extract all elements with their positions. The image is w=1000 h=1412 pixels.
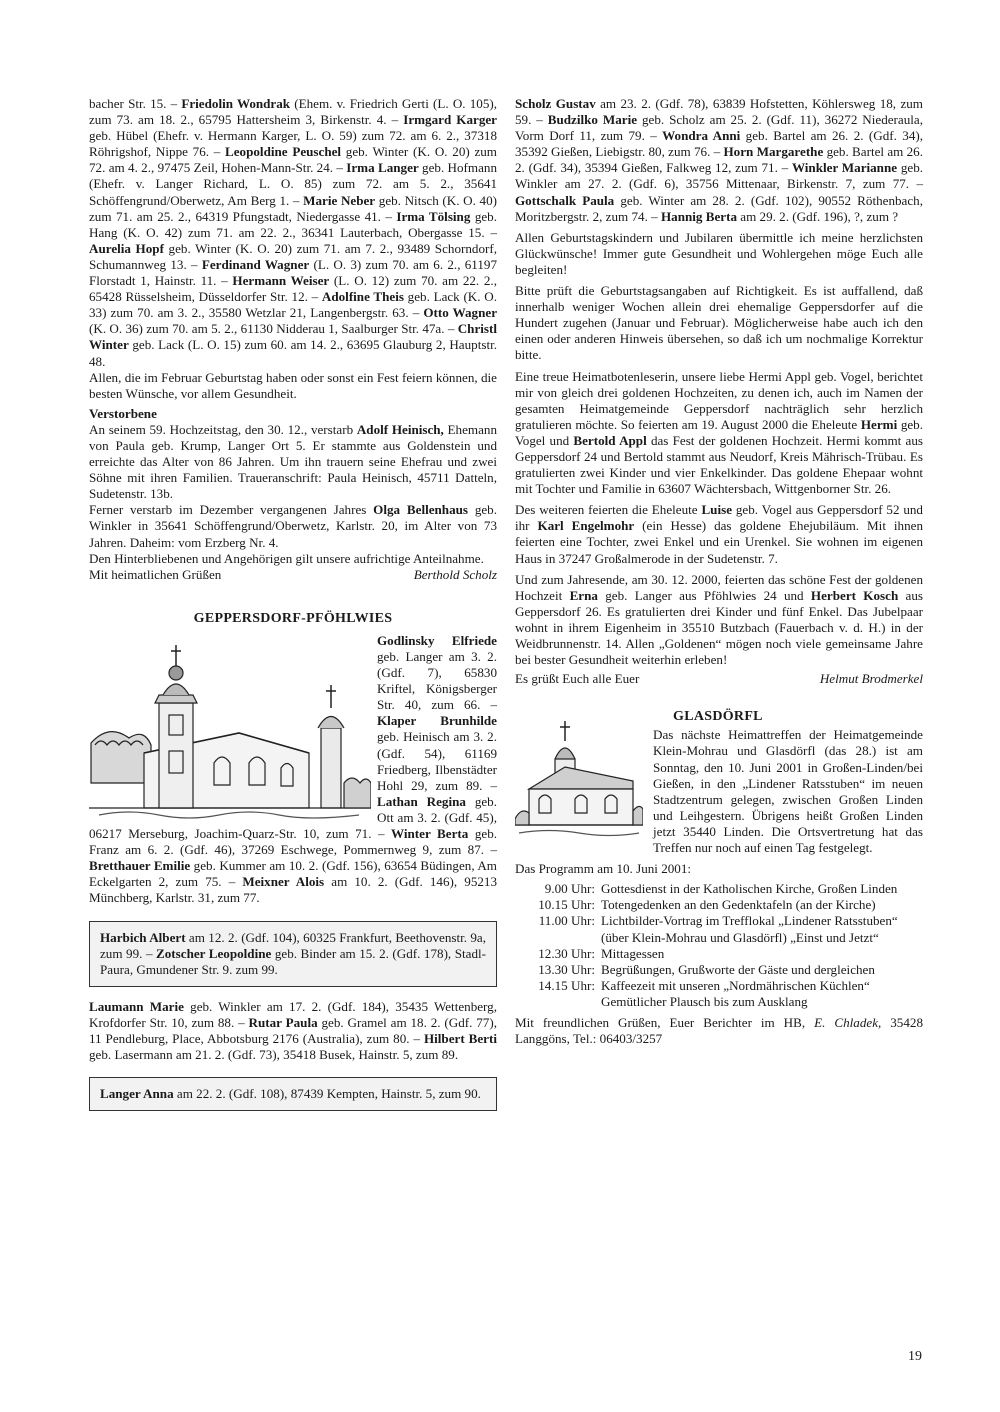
name-bold: Leopoldine Peuschel <box>225 144 342 160</box>
geppersdorf-birthdays-2 <box>89 999 497 1063</box>
text-run: geb. Scholz am 25. 2. (Gdf. 11), 36272 Niederaula, Vorm Dorf 11, zum 79. – <box>515 112 924 144</box>
highlight-box-99 <box>89 921 497 987</box>
chapel-illustration-glasdoerfl <box>515 719 643 841</box>
name-bold: Klaper Brunhilde <box>377 713 497 729</box>
name-bold: Laumann Marie <box>89 998 184 1014</box>
congrats-paragraph: Allen Geburtstagskindern und Jubilaren übermittle ich meine herzlichsten Glückwünsche! Immer gute Gesundheit und Wohlergehen möge Euch alle begleiten! <box>515 229 923 277</box>
text-run: geb. Vogel und <box>515 416 924 448</box>
text-run: geb. Bartel am 26. 2. (Gdf. 34), 35392 Gießen, Liebigstr. 80, zum 76. – <box>515 128 923 160</box>
name-bold: Marie Neber <box>303 192 376 208</box>
text-run: Ehemann von Paula geb. Krump, Langer Ort 5. Er stammte aus Goldenstein und erreichte das Alter von 86 Jahren. Um ihn trauern seine Ehefrau und zwei Söhne mit ihren Familien. Traueranschrift: Paula Heinisch, 45711 Datteln, Sudetenstr. 13b. <box>89 421 497 502</box>
program-item <box>515 946 923 962</box>
program-item <box>515 913 923 945</box>
name-bold: Hannig Berta <box>660 208 737 224</box>
name-bold: Horn Margarethe <box>723 144 824 160</box>
text-run: geb. Gramel am 18. 2. (Gdf. 77), 11 Pendleburg, Place, Abbotsburg 2176 (Australia), zum 80. – <box>89 1014 497 1046</box>
program-description: Kaffeezeit mit unseren „Nordmährischen Küchlen“ Gemütlicher Plausch bis zum Ausklang <box>601 977 870 1009</box>
name-bold: Harbich Albert <box>100 929 186 945</box>
name-bold: Irma Langer <box>346 160 419 176</box>
name-bold: Adolf Heinisch, <box>356 421 444 437</box>
text-run: geb. Winkler in 35641 Schöffengrund/Oberwetz, Karlstr. 20, im Alter von 73 Jahren. Daheim: vom Erzberg Nr. 4. <box>89 502 497 550</box>
name-bold: Zotscher Leopoldine <box>156 945 272 961</box>
name-bold: Irma Tölsing <box>396 208 471 224</box>
name-bold: Hermann Weiser <box>232 273 330 289</box>
text-run: geb. Vogel aus Geppersdorf 52 und ihr <box>515 502 923 534</box>
name-bold: Luise <box>701 502 733 518</box>
text-run: geb. Bartel am 26. 2. (Gdf. 34), 35394 Gießen, Falkweg 12, zum 71. – <box>515 144 923 176</box>
section-title-geppersdorf: GEPPERSDORF-PFÖHLWIES <box>193 610 393 626</box>
text-run: geb. Binder am 15. 2. (Gdf. 178), Stadl-Paura, Gmundener Str. 9. zum 99. <box>100 945 487 977</box>
text-run: am 12. 2. (Gdf. 104), 60325 Frankfurt, Beethovenstr. 9a, zum 99. – <box>100 929 486 961</box>
text-run: An seinem 59. Hochzeitstag, den 30. 12., verstarb <box>89 421 357 437</box>
text-run: bacher Str. 15. – <box>89 96 182 111</box>
program-description: Totengedenken an den Gedenktafeln (an der Kirche) <box>601 897 876 913</box>
highlight-box-90 <box>89 1077 497 1111</box>
text-run: geb. Heinisch am 3. 2. (Gdf. 54), 61169 Friedberg, Ilbenstädter Hohl 29, zum 89. – <box>377 729 497 793</box>
golden-wedding-appl <box>515 369 923 498</box>
greeting-text-right: Es grüßt Euch alle Euer <box>515 671 640 687</box>
text-run: geb. Hang (K. O. 42) zum 71. am 22. 2., 36341 Lauterbach, Obergasse 15. – <box>89 208 497 240</box>
church-illustration-geppersdorf <box>89 633 371 821</box>
name-bold: Rutar Paula <box>248 1014 318 1030</box>
closing-address: 35428 Langgöns, Tel.: 06403/3257 <box>515 1014 923 1047</box>
name-bold: Bertold Appl <box>573 432 647 448</box>
program-time: 11.00 Uhr: <box>538 913 595 929</box>
text-run: geb. Franz am 6. 2. (Gdf. 46), 37269 Eschwege, Pommernweg 9, zum 87. – <box>89 826 498 858</box>
closing-name: E. Chladek, <box>814 1014 882 1030</box>
text-run: am 22. 2. (Gdf. 108), 87439 Kempten, Hainstr. 5, zum 90. <box>173 1086 481 1102</box>
text-run: Ferner verstarb im Dezember vergangenen Jahres <box>89 502 374 518</box>
text-run: geb. Lack (K. O. 33) zum 70. am 3. 2., 35580 Wetzlar 21, Langenbergstr. 63. – <box>89 289 497 321</box>
program-description: Lichtbilder-Vortrag im Trefflokal „Lindener Ratsstuben“ (über Klein-Mohrau und Glasdörfl) „Einst und Jetzt“ <box>601 913 898 945</box>
text-run: Eine treue Heimatbotenleserin, unsere liebe Hermi Appl geb. Vogel, berichtet mir von gleich drei goldenen Hochzeiten, zu denen ich, auch im Namen der gesamten Heimatgemeinde Geppersdorf nachträglich sehr herzlich gratulieren möchte. So feierten am 19. August 2000 die Eheleute <box>515 368 923 432</box>
program-time: 9.00 Uhr: <box>544 881 595 897</box>
text-run: geb. Winkler am 17. 2. (Gdf. 184), 35435 Wettenberg, Krofdorfer Str. 10, zum 88. – <box>89 998 497 1030</box>
name-bold: Scholz Gustav <box>515 96 596 111</box>
obituary-bellenhaus <box>89 502 497 550</box>
name-bold: Winkler Marianne <box>791 160 898 176</box>
name-bold: Godlinsky Elfriede <box>377 632 497 648</box>
text-run: geb. Winter am 28. 2. (Gdf. 102), 90552 Röthenbach, Moritzbergstr. 2, zum 74. – <box>515 192 923 224</box>
check-dates-paragraph: Bitte prüft die Geburtstagsangaben auf Richtigkeit. Es ist auffallend, daß innerhalb weniger Wochen allein drei ehemalige Geppersdorfer auf die Hundert zugehen (Januar und Februar). Möglicherweise habe auch ich den einen oder anderen Hinweis übersehen, so daß ich um nochmalige Korrektur bitte. <box>515 283 923 363</box>
page-number: 19 <box>908 1349 922 1364</box>
name-bold: Adolfine Theis <box>321 289 404 305</box>
name-bold: Irmgard Karger <box>403 112 497 128</box>
name-bold: Aurelia Hopf <box>89 240 164 256</box>
text-run: geb. Kummer am 10. 2. (Gdf. 156), 63654 Büdingen, Am Eckelgarten 2, zum 75. – <box>89 858 497 890</box>
text-run: geb. Langer am 3. 2. (Gdf. 7), 65830 Kriftel, Königsberger Str. 40, zum 66. – <box>377 649 497 713</box>
text-run: geb. Nitsch (K. O. 40) zum 71. am 25. 2., 64319 Pfungstadt, Niedergasse 41. – <box>89 192 497 224</box>
text-run: geb. Langer aus Pföhlwies 24 und <box>597 587 811 603</box>
text-run: geb. Lack (L. O. 15) zum 60. am 14. 2., 63695 Glauburg 2, Hauptstr. 48. <box>89 337 497 369</box>
name-bold: Lathan Regina <box>377 793 466 809</box>
program-time: 12.30 Uhr: <box>538 945 595 961</box>
right-column <box>515 96 923 1047</box>
text-run: das Fest der goldenen Hochzeit. Hermi kommt aus Geppersdorf 24 und Bertold stammt aus Neudorf, Kreis Mährisch-Trübau. Es gratulierten zwei Kinder und vier Enkelkinder. Das goldene Ehepaar wohnt mit Tochter und Familie in 63607 Wächtersbach, Wittgenborner Str. 26. <box>515 432 923 497</box>
program-description: Mittagessen <box>601 945 665 961</box>
name-bold: Karl Engelmohr <box>537 518 635 534</box>
name-bold: Bretthauer Emilie <box>89 858 191 874</box>
text-run: (Ehem. v. Friedrich Gerti (L. O. 105), zum 73. am 18. 2., 65795 Hattersheim 3, Birkenstr. 4. – <box>89 96 498 128</box>
birthday-list-right <box>515 96 923 225</box>
signature-row <box>89 567 497 583</box>
program-time: 13.30 Uhr: <box>538 961 595 977</box>
box-99-text <box>100 930 486 978</box>
program-time: 10.15 Uhr: <box>538 897 595 913</box>
text-run: (K. O. 36) zum 70. am 5. 2., 61130 Nidderau 1, Saalburger Str. 47a. – <box>89 321 458 337</box>
text-run: geb. Lasermann am 21. 2. (Gdf. 73), 35418 Busek, Hainstr. 5, zum 89. <box>89 1047 459 1063</box>
name-bold: Christl Winter <box>89 321 497 353</box>
text-run: geb. Winter (K. O. 20) zum 71. am 7. 2., 93489 Schorndorf, Schumannweg 13. – <box>89 240 497 272</box>
name-bold: Herbert Kosch <box>810 587 899 603</box>
text-run: am 10. 2. (Gdf. 146), 95213 Münchberg, Karlstr. 31, zum 77. <box>89 874 498 906</box>
text-run: geb. Winkler am 27. 2. (Gdf. 6), 35756 Mittenaar, Birkenstr. 7, zum 77. – <box>515 160 924 192</box>
name-bold: Wondra Anni <box>662 128 741 144</box>
program-item <box>515 897 923 913</box>
program-time: 14.15 Uhr: <box>538 977 595 993</box>
box-90-text <box>100 1086 486 1102</box>
name-bold: Meixner Alois <box>242 874 325 890</box>
verstorbene-heading: Verstorbene <box>89 405 157 421</box>
name-bold: Winter Berta <box>391 826 469 842</box>
birthday-list-paragraph <box>89 96 497 370</box>
text-run: aus Geppersdorf 26. Es gratulierten drei Kinder und fünf Enkel. Das Jubelpaar wohnt in ihrem Eigenheim in 35510 Butzbach (Fauerbach v. d. H.) in der Weidbrunnenstr. 14. Allen „Goldenen“ mögen noch viele gemeinsame Jahre bei bester Gesundheit weiterhin erleben! <box>515 587 923 668</box>
section-title-glasdoerfl: GLASDÖRFL <box>673 709 763 725</box>
program-description: Gottesdienst in der Katholischen Kirche, Großen Linden <box>601 881 898 897</box>
text-run: geb. Hübel (Ehefr. v. Hermann Karger, L. O. 59) zum 72. am 6. 2., 37318 Röhrigshof, Nippe 76. – <box>89 128 497 160</box>
program-intro: Das Programm am 10. Juni 2001: <box>515 861 692 877</box>
name-bold: Langer Anna <box>100 1086 174 1102</box>
golden-wedding-engelmohr <box>515 502 923 566</box>
name-bold: Erna <box>569 587 598 603</box>
program-item <box>515 881 923 897</box>
signature-row-right <box>515 671 923 687</box>
name-bold: Gottschalk Paula <box>515 192 615 208</box>
program-item <box>515 962 923 978</box>
greeting-text: Mit heimatlichen Grüßen <box>89 566 222 582</box>
condolence-paragraph: Den Hinterbliebenen und Angehörigen gilt unsere aufrichtige Anteilnahme. <box>89 550 484 566</box>
name-bold: Olga Bellenhaus <box>373 502 469 518</box>
text-run: (L. O. 12) zum 70. am 22. 2., 65428 Rüsselsheim, Düsseldorfer Str. 12. – <box>89 273 497 305</box>
name-bold: Ferdinand Wagner <box>201 256 310 272</box>
glasdoerfl-meeting-paragraph: Das nächste Heimattreffen der Heimatgemeinde Klein-Mohrau und Glasdörfl (das 28.) ist am Sonntag, den 10. Juni 2001 in Großen-Linden/bei Gießen, in den „Lindener Ratsstuben“ im neuen Stadtzentrum gelegen, zwischen Großen Linden und Leihgestern. Übrigens heißt Großen Linden jetzt 35440 Linden. Die Ortsvertretung hat das Treffen nur noch auf einen Tag festgelegt. <box>653 727 923 856</box>
program-list <box>515 881 923 1010</box>
name-bold: Budzilko Marie <box>547 112 638 128</box>
left-column <box>89 96 497 1123</box>
program-description: Begrüßungen, Grußworte der Gäste und dergleichen <box>601 961 875 977</box>
obituary-heinisch <box>89 422 497 502</box>
text-run: (L. O. 3) zum 70. am 6. 2., 61197 Florstadt 1, Hainstr. 11. – <box>89 256 497 289</box>
closing-paragraph <box>515 1015 923 1047</box>
text-run: Des weiteren feierten die Eheleute <box>515 502 702 518</box>
text-run: am 29. 2. (Gdf. 196), ?, zum ? <box>737 208 899 224</box>
wishes-paragraph: Allen, die im Februar Geburtstag haben oder sonst ein Fest feiern können, die besten Wünsche, vor allem Gesundheit. <box>89 369 497 401</box>
name-bold: Otto Wagner <box>423 305 498 321</box>
name-bold: Hermi <box>860 416 898 432</box>
program-item <box>515 978 923 1010</box>
name-bold: Friedolin Wondrak <box>181 96 291 111</box>
text-run: geb. Ott am 3. 2. (Gdf. 45), 06217 Merseburg, Joachim-Quarz-Str. 10, zum 71. – <box>89 793 498 842</box>
name-bold: Hilbert Berti <box>423 1030 497 1046</box>
text-run: geb. Hofmann (Ehefr. v. Langer Richard, L. O. 85) zum 72. am 5. 2., 35641 Schöffengrund/Oberwetz, Am Berg 1. – <box>89 160 497 208</box>
text-run: am 23. 2. (Gdf. 78), 63839 Hofstetten, Köhlersweg 18, zum 59. – <box>515 96 923 128</box>
text-run: geb. Winter (K. O. 20) zum 72. am 4. 2., 97475 Zeil, Hohen-Mann-Str. 24. – <box>89 144 497 176</box>
text-run: Und zum Jahresende, am 30. 12. 2000, feierten das schöne Fest der goldenen Hochzeit <box>515 571 923 603</box>
golden-wedding-kosch <box>515 572 923 669</box>
glasdoerfl-block <box>515 727 923 856</box>
signature-scholz: Berthold Scholz <box>413 566 497 582</box>
text-run: (ein Hesse) das goldene Ehejubiläum. Mit ihnen feierten eine Tochter, zwei Enkel und ein Urenkel. Sie wohnen im eigenen Haus in 37247 Großalmerode in der Sudetenstr. 7. <box>515 518 923 566</box>
signature-brodmerkel: Helmut Brodmerkel <box>819 671 923 687</box>
geppersdorf-block <box>89 633 497 907</box>
closing-text: Mit freundlichen Grüßen, Euer Berichter im HB, <box>515 1014 815 1030</box>
